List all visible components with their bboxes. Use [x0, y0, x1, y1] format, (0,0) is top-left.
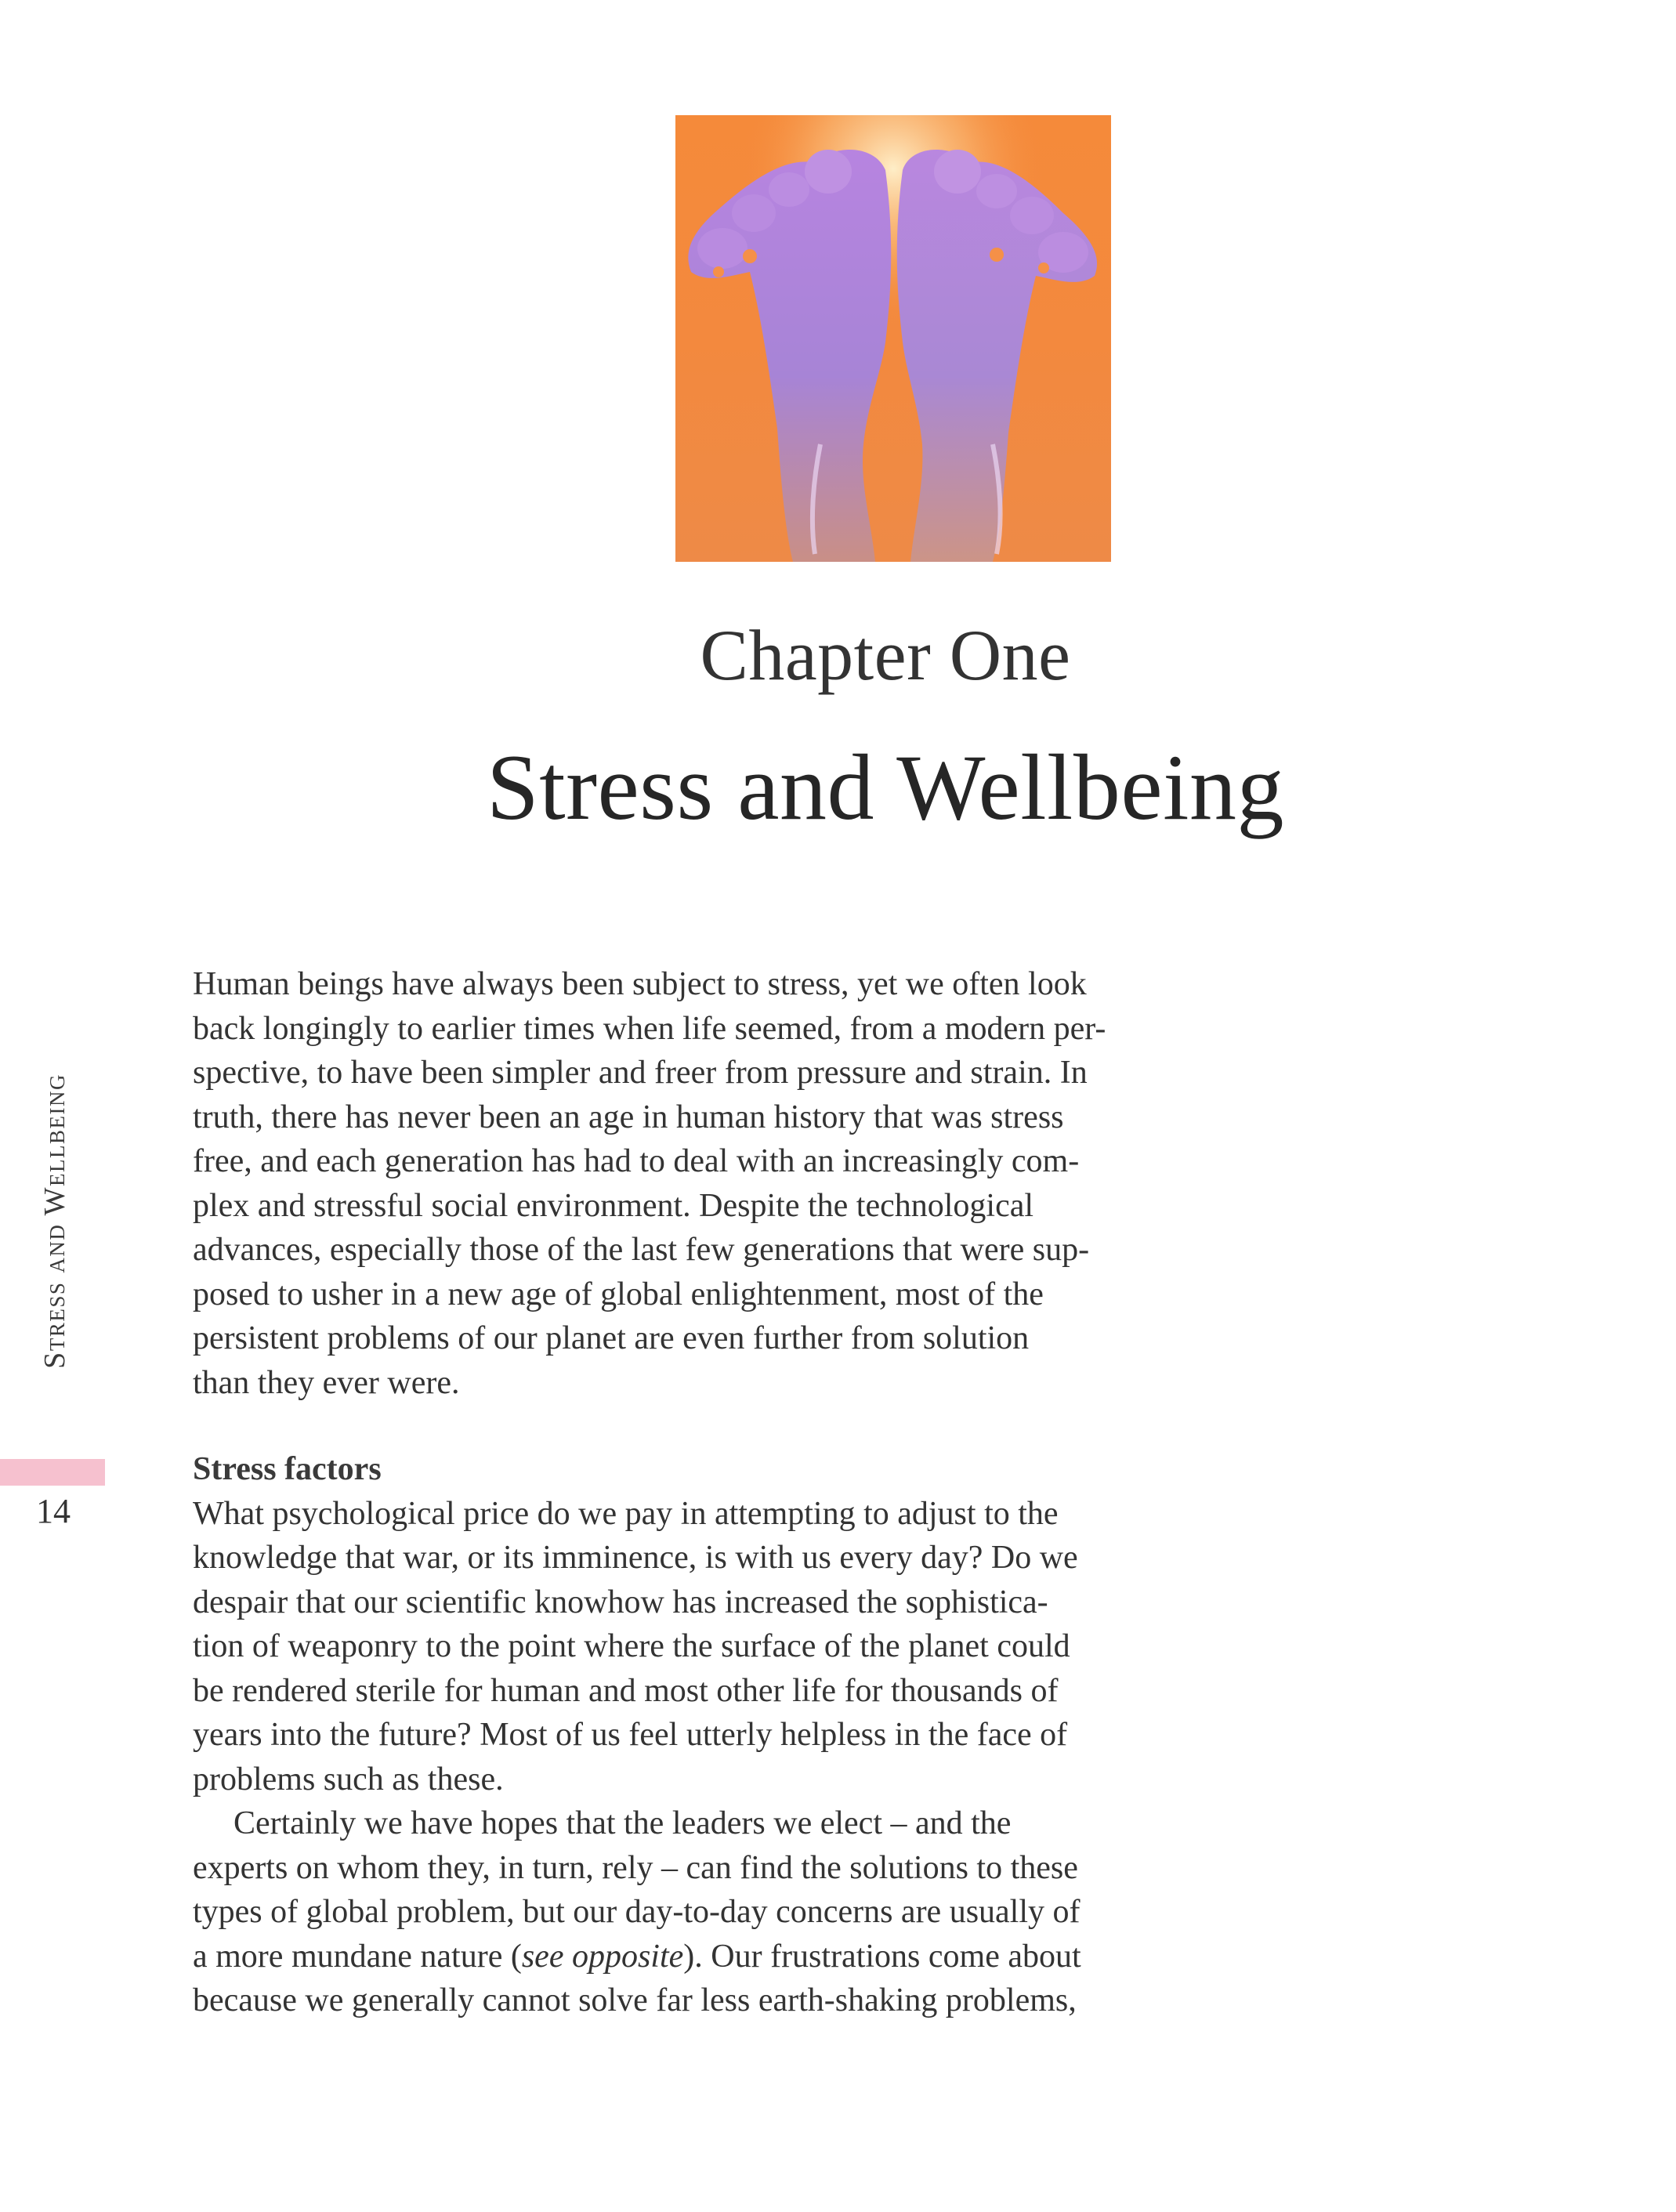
- text-line: knowledge that war, or its imminence, is with us every day? Do we: [193, 1540, 1078, 1576]
- text-line: back longingly to earlier times when life seemed, from a modern per-: [193, 1010, 1106, 1047]
- text-line: persistent problems of our planet are even further from solution: [193, 1320, 1030, 1356]
- chapter-label: Chapter One: [700, 615, 1071, 695]
- text-line: Certainly we have hopes that the leaders we elect – and the: [233, 1805, 1012, 1841]
- text-line: problems such as these.: [193, 1761, 504, 1797]
- text-fragment: ). Our frustrations come about: [683, 1938, 1081, 1975]
- text-line: free, and each generation has had to deal with an increasingly com-: [193, 1143, 1080, 1179]
- text-line: spective, to have been simpler and freer from pressure and strain. In: [193, 1055, 1088, 1091]
- intro-paragraph: [193, 962, 1109, 1405]
- paragraph-gap: [193, 1405, 1109, 1447]
- running-head: [31, 1073, 78, 1442]
- text-line: tion of weaponry to the point where the surface of the planet could: [193, 1628, 1070, 1664]
- text-line: because we generally cannot solve far less earth-shaking problems,: [193, 1982, 1077, 2018]
- feet-soles-icon: [675, 115, 1111, 562]
- paragraph: [193, 1801, 1109, 2023]
- text-fragment: a more mundane nature (: [193, 1938, 522, 1975]
- text-line: plex and stressful social environment. Despite the technological: [193, 1187, 1034, 1224]
- running-head-text: Stress and Wellbeing: [38, 1073, 71, 1369]
- text-line: types of global problem, but our day-to-day concerns are usually of: [193, 1894, 1081, 1930]
- text-line: be rendered sterile for human and most other life for thousands of: [193, 1672, 1059, 1709]
- page-number: 14: [36, 1492, 71, 1530]
- text-line: despair that our scientific knowhow has increased the sophistica-: [193, 1584, 1048, 1620]
- body-text: [193, 962, 1109, 2023]
- text-line: truth, there has never been an age in human history that was stress: [193, 1099, 1064, 1135]
- text-line: Human beings have always been subject to stress, yet we often look: [193, 966, 1087, 1002]
- feet-illustration: [675, 115, 1111, 562]
- text-line: experts on whom they, in turn, rely – can find the solutions to these: [193, 1849, 1078, 1886]
- text-line: What psychological price do we pay in attempting to adjust to the: [193, 1495, 1059, 1532]
- text-line-with-cross-reference: [193, 1935, 1109, 1979]
- page-tab-marker: [0, 1459, 105, 1486]
- paragraph: [193, 1492, 1109, 1802]
- text-line: posed to usher in a new age of global enlightenment, most of the: [193, 1276, 1044, 1312]
- text-line: advances, especially those of the last few generations that were sup-: [193, 1232, 1090, 1268]
- text-line: than they ever were.: [193, 1364, 460, 1401]
- cross-reference: see opposite: [521, 1938, 684, 1975]
- chapter-title: Stress and Wellbeing: [487, 735, 1284, 839]
- section-heading: Stress factors: [193, 1451, 382, 1487]
- text-line: years into the future? Most of us feel utterly helpless in the face of: [193, 1717, 1068, 1753]
